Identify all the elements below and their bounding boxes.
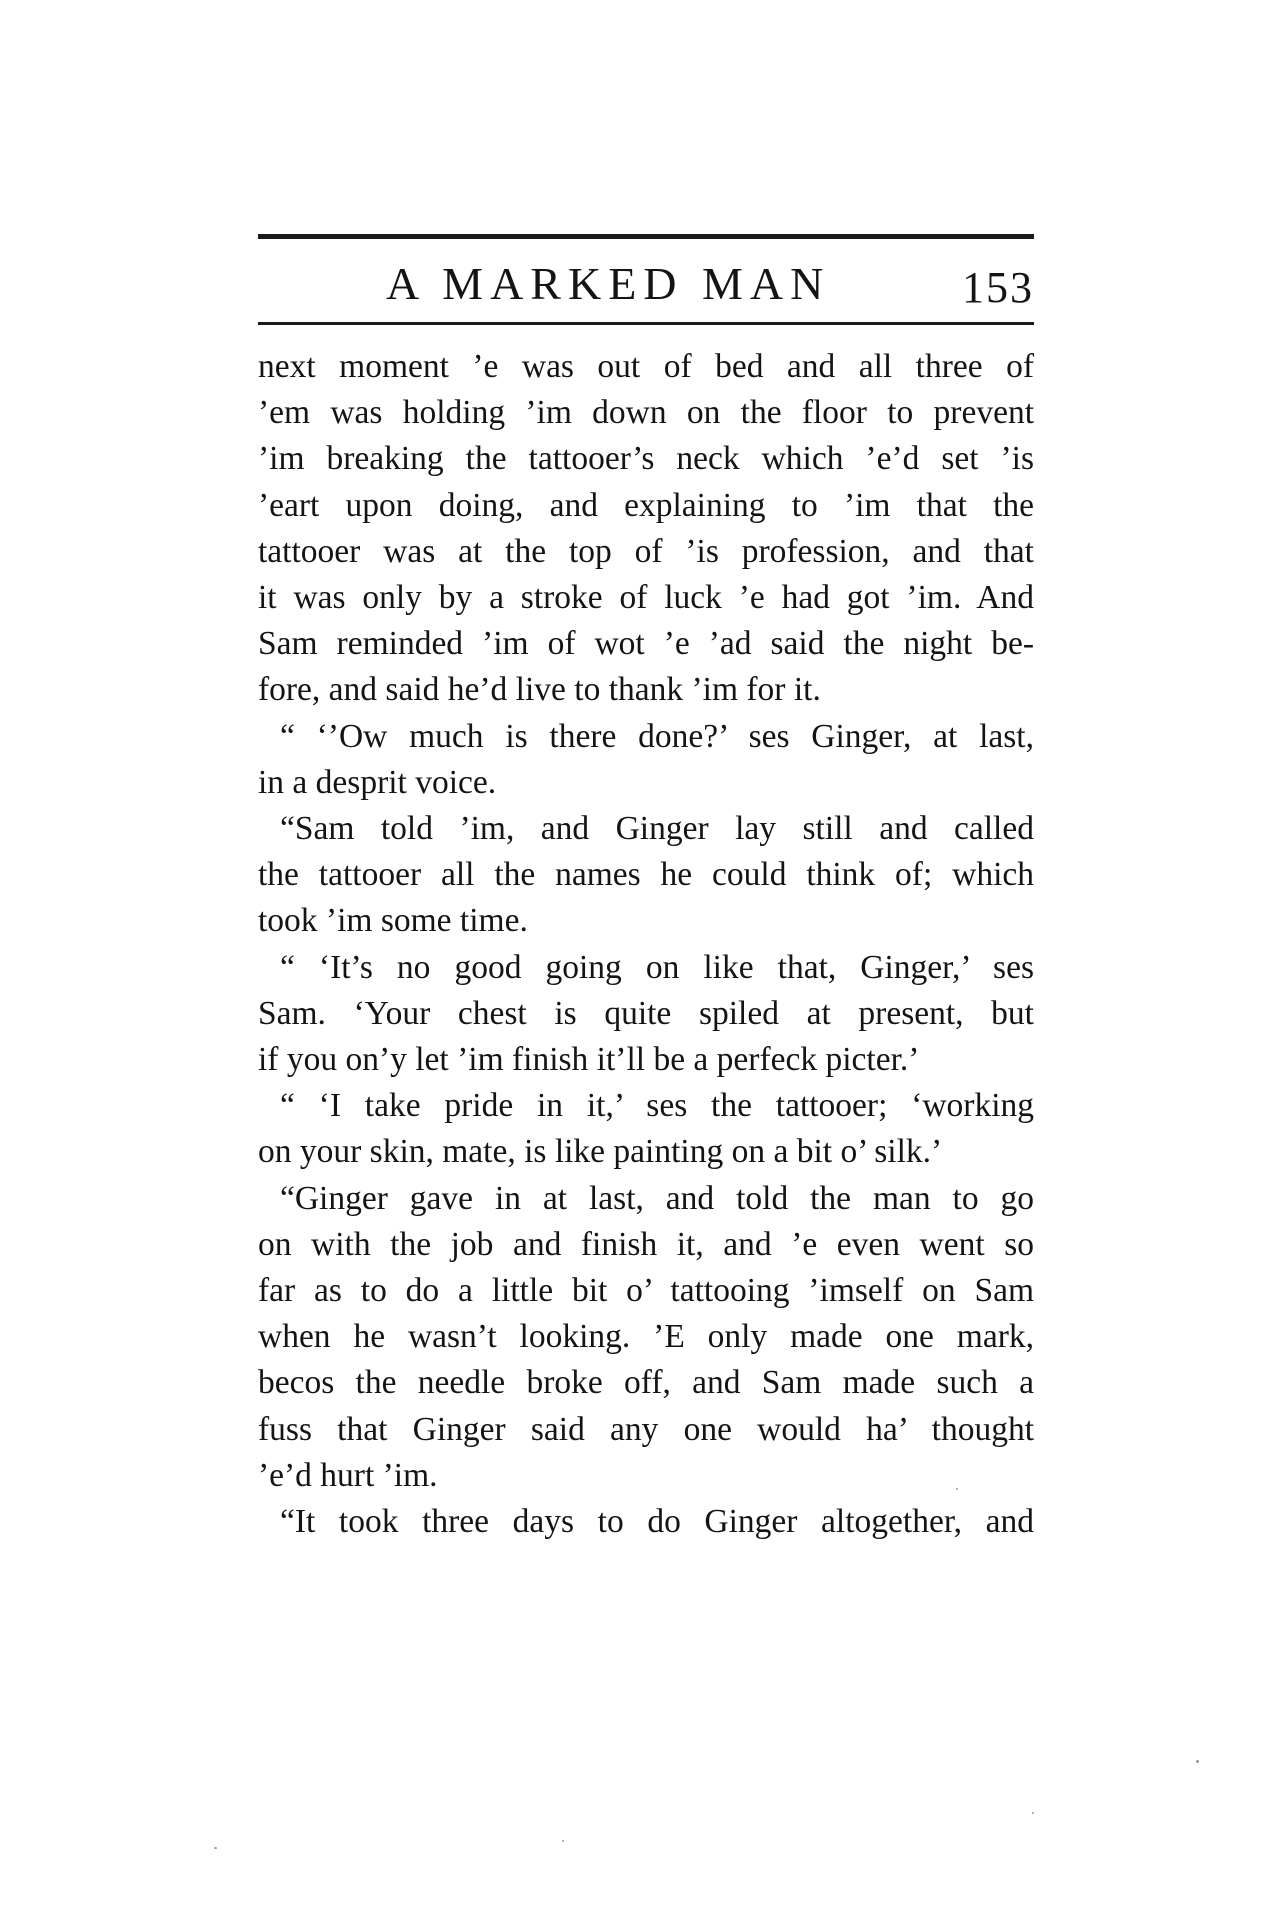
body-text bbox=[258, 344, 1034, 1545]
paper-speck bbox=[562, 1840, 564, 1842]
text-line: Sam reminded ’im of wot ’e ’ad said the night be- bbox=[258, 625, 1034, 663]
running-head bbox=[258, 252, 1034, 316]
text-line: next moment ’e was out of bed and all three of bbox=[258, 348, 1034, 385]
text-line: tattooer was at the top of ’is profession, and that bbox=[258, 532, 1034, 570]
text-line: “ ‘It’s no good going on like that, Ginger,’ ses bbox=[280, 948, 1034, 986]
text-line: ’eart upon doing, and explaining to ’im that the bbox=[258, 486, 1034, 524]
paper-speck bbox=[956, 1488, 958, 1490]
text-line: it was only by a stroke of luck ’e had got ’im. And bbox=[258, 579, 1034, 617]
paragraph bbox=[258, 1499, 1034, 1545]
paper-speck bbox=[214, 1847, 217, 1849]
text-line: becos the needle broke off, and Sam made such a bbox=[258, 1364, 1034, 1402]
text-line: took ’im some time. bbox=[258, 902, 528, 940]
paper-speck bbox=[1196, 1760, 1199, 1763]
text-line: fore, and said he’d live to thank ’im for it. bbox=[258, 671, 821, 709]
text-line: ’e’d hurt ’im. bbox=[258, 1456, 438, 1494]
text-line: “ ‘I take pride in it,’ ses the tattooer; ‘working bbox=[280, 1087, 1034, 1125]
text-line: fuss that Ginger said any one would ha’ thought bbox=[258, 1410, 1034, 1448]
header-rule-top bbox=[258, 234, 1034, 239]
text-line: the tattooer all the names he could think of; which bbox=[258, 856, 1034, 894]
text-line: when he wasn’t looking. ’E only made one mark, bbox=[258, 1318, 1034, 1356]
text-line: if you on’y let ’im finish it’ll be a perfeck picter.’ bbox=[258, 1041, 920, 1079]
paragraph bbox=[258, 1083, 1034, 1175]
text-line: Sam. ‘Your chest is quite spiled at present, but bbox=[258, 994, 1034, 1032]
text-line: “Sam told ’im, and Ginger lay still and called bbox=[280, 810, 1034, 848]
text-line: ’im breaking the tattooer’s neck which ’e’d set ’is bbox=[258, 440, 1034, 478]
paragraph bbox=[258, 344, 1034, 714]
paper-speck bbox=[1032, 1812, 1034, 1814]
text-line: on with the job and finish it, and ’e even went so bbox=[258, 1225, 1034, 1263]
paragraph bbox=[258, 945, 1034, 1084]
paragraph bbox=[258, 714, 1034, 806]
header-rule-bottom bbox=[258, 322, 1034, 325]
text-line: far as to do a little bit o’ tattooing ’imself on Sam bbox=[258, 1272, 1034, 1310]
paragraph bbox=[258, 1176, 1034, 1499]
text-line: “ ‘’Ow much is there done?’ ses Ginger, at last, bbox=[280, 717, 1034, 755]
running-title: A MARKED MAN bbox=[386, 258, 831, 309]
text-line: “It took three days to do Ginger altogether, and bbox=[280, 1503, 1034, 1541]
text-line: “Ginger gave in at last, and told the man to go bbox=[280, 1179, 1034, 1217]
page-number: 153 bbox=[962, 263, 1034, 312]
paragraph bbox=[258, 806, 1034, 945]
text-line: in a desprit voice. bbox=[258, 763, 497, 801]
text-line: ’em was holding ’im down on the floor to prevent bbox=[258, 394, 1034, 432]
text-line: on your skin, mate, is like painting on a bit o’ silk.’ bbox=[258, 1133, 943, 1171]
